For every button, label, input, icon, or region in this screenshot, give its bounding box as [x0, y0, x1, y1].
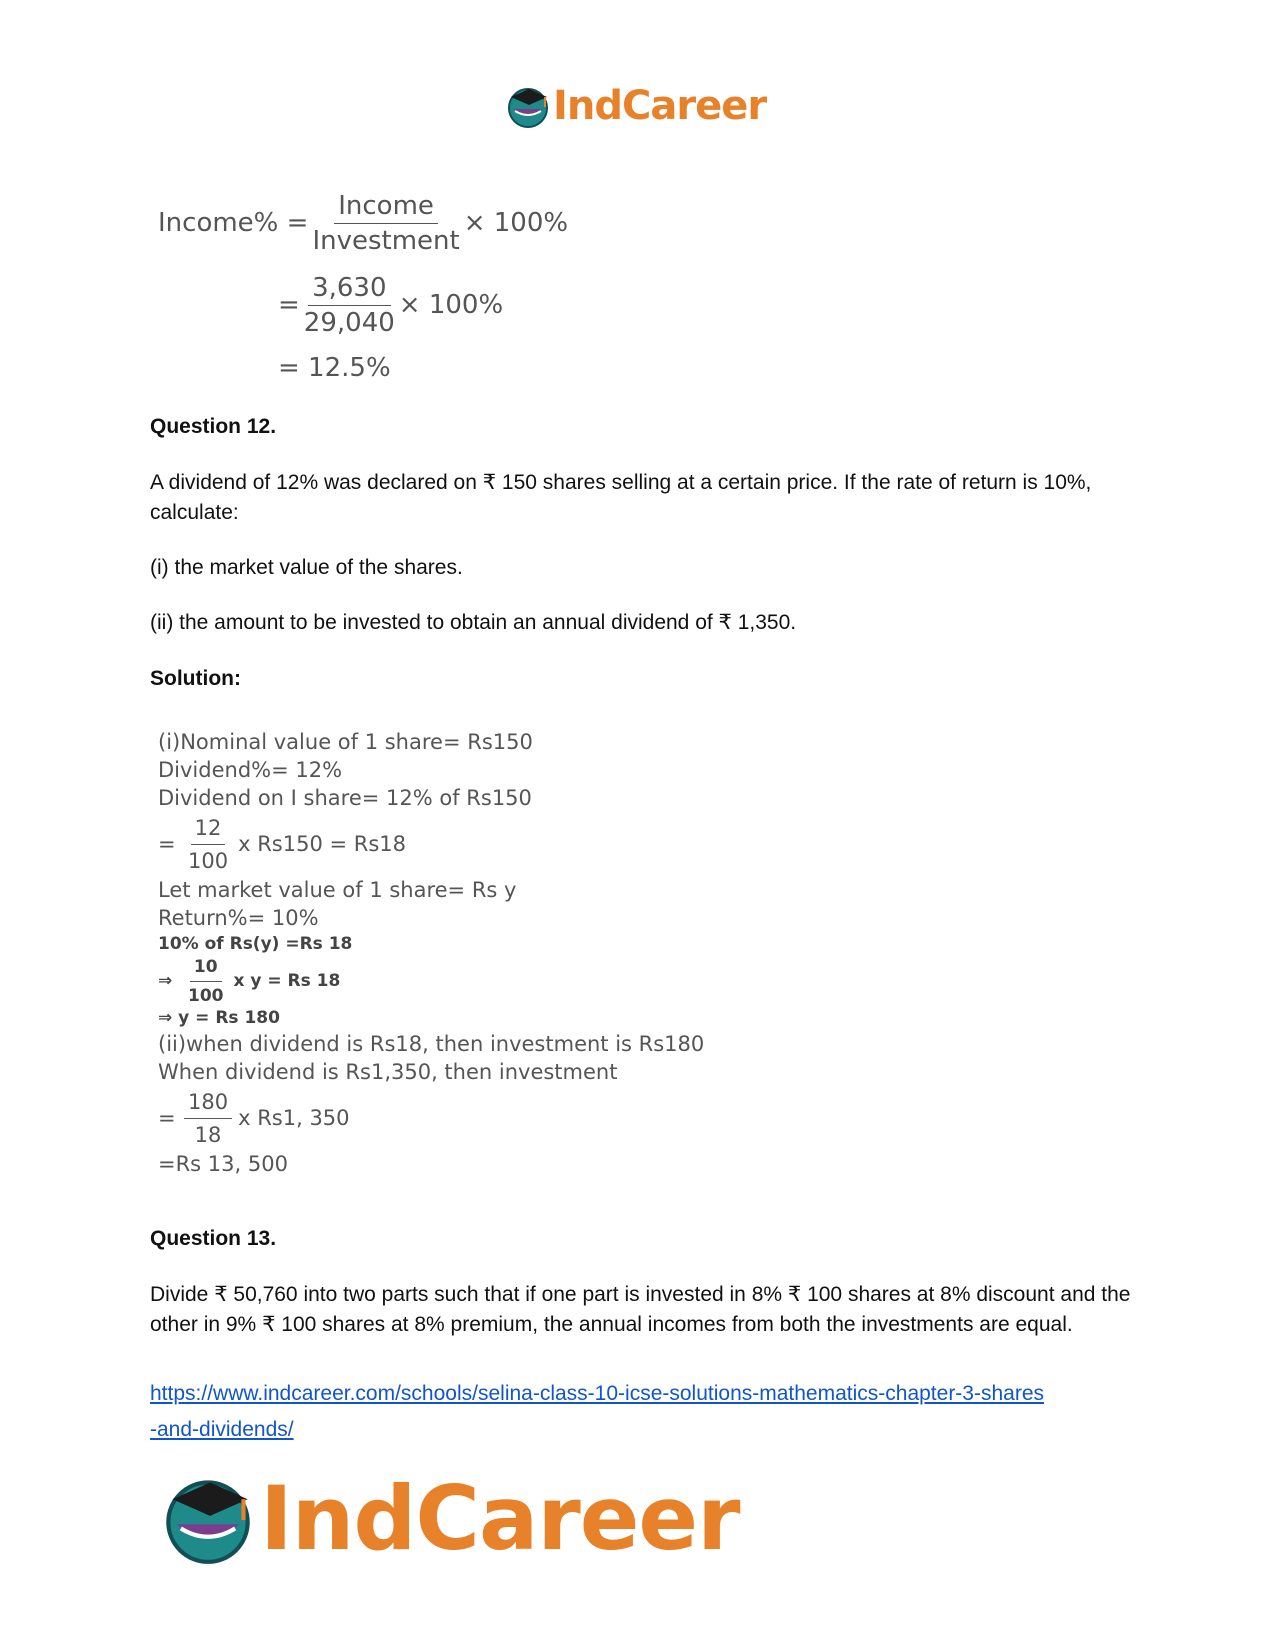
- fraction-180-18: [184, 1088, 232, 1149]
- fraction-numerator: Income: [334, 191, 438, 224]
- source-link-line-1[interactable]: https://www.indcareer.com/schools/selina-class-10-icse-solutions-mathematics-chapter-3-shares: [150, 1382, 1045, 1405]
- implies-arrow: ⇒: [158, 971, 173, 991]
- brand-name: IndCareer: [553, 83, 767, 129]
- solution-expression: x y = Rs 18: [233, 971, 341, 991]
- fraction-denominator: 100: [188, 985, 224, 1006]
- formula-lhs: Income% =: [158, 208, 309, 238]
- fraction-numerator: 3,630: [308, 273, 390, 306]
- solution-expression: x Rs1, 350: [238, 1106, 350, 1130]
- header-logo: [505, 80, 766, 132]
- source-link-line-2[interactable]: -and-dividends/: [150, 1418, 294, 1441]
- solution-line: When dividend is Rs1,350, then investment: [158, 1060, 618, 1084]
- footer-logo: [160, 1466, 740, 1570]
- fraction-denominator: 29,040: [303, 307, 395, 338]
- fraction-10-100: [184, 955, 228, 1008]
- fraction-numerator: 180: [184, 1088, 232, 1119]
- source-link[interactable]: [150, 1376, 1150, 1448]
- times-100-percent: × 100%: [398, 290, 504, 320]
- solution-line: (i)Nominal value of 1 share= Rs150: [158, 730, 533, 754]
- solution-label: Solution:: [150, 667, 241, 690]
- solution-line: Let market value of 1 share= Rs y: [158, 878, 517, 902]
- equals-sign: =: [278, 290, 300, 320]
- graduation-globe-icon: [505, 83, 551, 129]
- question-12-solution: [158, 728, 704, 1178]
- question-13-text: Divide ₹ 50,760 into two parts such that if one part is invested in 8% ₹ 100 shares at 8% discount and the other in 9% ₹ 100 shares at 8% premium, the annual incomes from both the investments are equal.: [150, 1283, 1131, 1336]
- question-12-item-i: (i) the market value of the shares.: [150, 556, 463, 579]
- times-100-percent: × 100%: [463, 208, 569, 238]
- fraction-3630-29040: [300, 273, 399, 338]
- solution-line: 10% of Rs(y) =Rs 18: [158, 934, 353, 954]
- solution-expression: x Rs150 = Rs18: [238, 832, 407, 856]
- brand-name: IndCareer: [260, 1466, 740, 1570]
- solution-line: (ii)when dividend is Rs18, then investment is Rs180: [158, 1032, 705, 1056]
- equals-sign: =: [158, 1106, 176, 1130]
- equals-sign: =: [158, 832, 176, 856]
- fraction-12-100: [184, 814, 232, 875]
- fraction-denominator: 100: [188, 848, 229, 873]
- solution-line: Dividend on I share= 12% of Rs150: [158, 786, 532, 810]
- fraction-income-investment: [308, 191, 463, 256]
- question-12-heading: Question 12.: [150, 415, 277, 438]
- fraction-denominator: Investment: [312, 225, 460, 256]
- question-12-text: A dividend of 12% was declared on ₹ 150 shares selling at a certain price. If the rate of return is 10%, calculate:: [150, 471, 1092, 524]
- fraction-denominator: 18: [194, 1122, 222, 1147]
- formula-result: = 12.5%: [278, 353, 391, 383]
- fraction-numerator: 12: [191, 814, 226, 845]
- graduation-globe-icon: [160, 1470, 256, 1566]
- solution-line: Dividend%= 12%: [158, 758, 343, 782]
- solution-line: Return%= 10%: [158, 906, 319, 930]
- solution-result: =Rs 13, 500: [158, 1152, 288, 1176]
- question-13-heading: Question 13.: [150, 1227, 277, 1250]
- income-percent-formula: [158, 182, 568, 390]
- question-12-item-ii: (ii) the amount to be invested to obtain an annual dividend of ₹ 1,350.: [150, 611, 797, 634]
- solution-line: ⇒ y = Rs 180: [158, 1008, 280, 1028]
- fraction-numerator: 10: [190, 955, 222, 982]
